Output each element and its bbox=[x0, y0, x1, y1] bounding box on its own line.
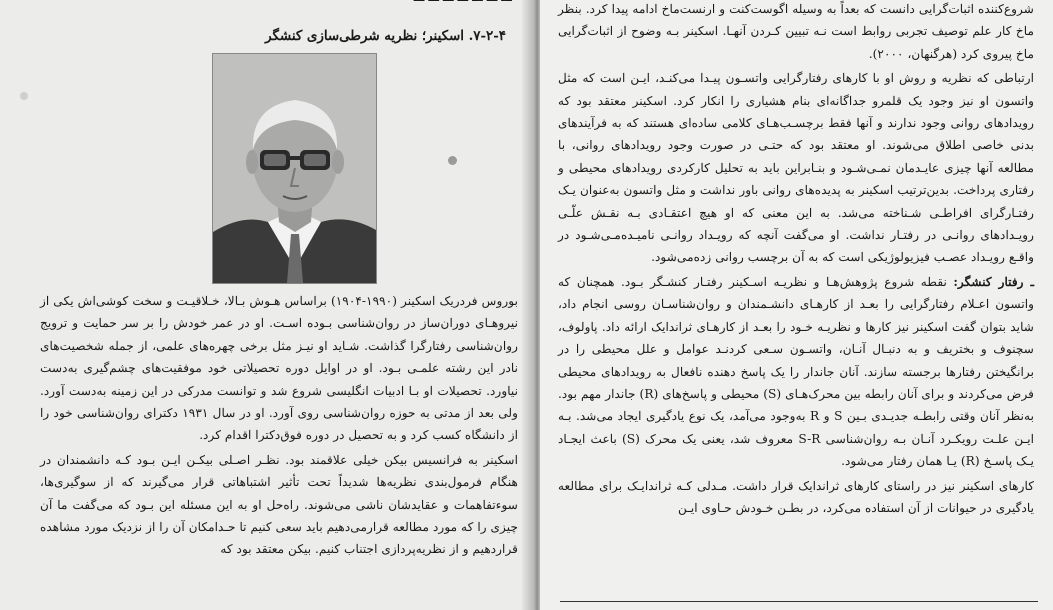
portrait-photo bbox=[212, 53, 377, 284]
footnote-rule bbox=[560, 601, 1038, 602]
portrait-image bbox=[213, 54, 376, 283]
paragraph: ارتباطی که نظریه و روش او با کارهای رفتارگرایی واتسـون پیـدا می‌کنـد، ایـن است که مثل واتسون او نیز وجود یک قلمرو جداگانه‌ای بنام هشیاری را انکار کرد. اسکینر معتقد بود که رویدادهای روانی وجود ندارند و آنها فقط برچسـب‌هـای کلامی ساده‌ای هستند که به فرآیندهای بدنی خاصی اطلاق می‌شوند. او معتقد بود که حتـی در صورت وجود رویدادهای روانی، با مطالعه آنها چیزی عایـدمان نمـی‌شـود و بنـابراین باید به تحلیل کارکردی رویدادهای محیطی و رفتاری پرداخت. بدین‌ترتیب اسکینر به پدیده‌های روانی باور نداشت و مثل واتسون به‌عنوان یـک رفتـارگرای افراطـی شـناخته می‌شد. به این معنی که او هیچ اعتقـادی بـه نقـش علّـی رویـدادهای روانـی در رفتـار نداشت. او می‌گفت آنچه که رویـداد روانـی نامیـده‌مـی‌شـود در واقـع رویـداد عصـب فیزیولوژیکی است که به آن برچسب روانی زده‌می‌شود. bbox=[558, 71, 1034, 265]
right-body-text bbox=[558, 0, 1034, 519]
scan-speck bbox=[20, 92, 28, 100]
right-page bbox=[540, 0, 1053, 610]
scan-speck bbox=[448, 156, 457, 165]
paragraph: اسکینر به فرانسیس بیکن خیلی علاقمند بود. نظـر اصـلی بیکـن ایـن بـود کـه دانشمندان در هنگام فرمول‌بندی نظریه‌ها شدیداً تحت تأثیر اشتباهاتی قرار می‌گیرند که از سوگیری‌ها، سوءتفاهمات و عقایدشان ناشی می‌شوند. راه‌حل او به این مسئله این بـود که می‌گفت ما آن چیزی را که مورد مطالعه قرارمی‌دهیم باید سعی کنیم تا حـدامکان آن را از نزدیک مورد مشاهده قراردهیم و از نظریه‌پردازی اجتناب کنیم. بیکن معتقد بود که bbox=[40, 452, 518, 557]
paragraph: کارهای اسکینر نیز در راستای کارهای ثراندایک قرار داشت. مـدلی کـه ثراندایـک برای مطالعه یادگیری در حیوانات از آن استفاده می‌کرد، در بطـن خـودش حـاوی ایـن bbox=[558, 478, 1034, 515]
cut-text-line bbox=[18, 0, 512, 8]
left-body-text bbox=[40, 290, 518, 561]
paragraph: شروع‌کننده اثبات‌گرایی دانست که بعداً به وسیله اگوست‌کنت و ارنست‌ماخ ادامه پیدا کرد. بنظر ماخ کار علم توصیف تجربی روابط است نـه تبیین کـردن آنهـا. اسکینر بـه وضوح از اثبات‌گرایی ماخ پیروی کرد (هرگنهان، ۲۰۰۰). bbox=[558, 2, 1034, 61]
section-heading: ۷-۲-۴. اسکینر؛ نظریه شرطی‌سازی کنشگر bbox=[265, 28, 506, 44]
top-cut-line bbox=[18, 0, 512, 8]
paragraph bbox=[558, 271, 1034, 473]
paragraph-body: نقطه شروع پژوهش‌هـا و نظریـه اسـکینر رفتـار کنشـگر بـود. همچنان که واتسون اعـلام رفتارگرایی را بعـد از کارهـای دانشـمندان و روان‌شناسـان روسی انجام داد، شاید بتوان گفت اسکینر نیز کارها و نظریـه خـود را بعـد از کارهـای ثراندایک ارائه داد. پاولوف، سچنوف و بختریف و به دنبـال آنـان، واتسـون سـعی کردنـد عوامل و علل محیطی را در برانگیختن رفتارها برجسته سازند. آنان جاندار را یک پاسخ دهنده نافعال به رویدادهای محیطی فرض می‌کردند و برای آنان رابطه بین محرک‌هـای (S) محیطی و پاسخ‌های (R) جاندار مهم بود. به‌نظر آنان وقتی رابطـه جدیـدی بـین S و R به‌وجود می‌آمد، یک نوع یادگیری ایجاد می‌شد. بـه ایـن علـت رویکـرد آنـان بـه روان‌شناسی S-R معروف شد، یعنی یک محرک (S) باعث ایجـاد یـک پاسـخ (R) یـا همان رفتار می‌شود. bbox=[558, 274, 1034, 469]
bold-lead: ـ رفتار کنشگر: bbox=[953, 274, 1035, 289]
paragraph: بوروس فردریک اسکینر (۱۹۹۰-۱۹۰۴) براساس هـوش بـالا، خـلاقیـت و سخت کوشی‌اش یکی از نیروهـای دوران‌ساز در روان‌شناسی بـوده اسـت. او در عمر خودش را بر سر حمایت و ترویج روان‌شناسی رفتارگرا گذاشت. شـاید او نیـز مثل برخی چهره‌های علمی، از جمله شخصیت‌های نادر این رشته علمـی بـود. او در اوایل دوره تحصیلاتی خود موفقیت‌های چشم‌گیری به‌دست نیاورد. تحصیلات او بـا ادبیات انگلیسی شروع شد و توانست مدرکی در این زمینه به‌دست آورد. ولی بعد از مدتی به حوزه روان‌شناسی روی آورد. او در سال ۱۹۳۱ دکترای روان‌شناسی خود را از دانشگاه کسب کرد و به تحصیل در دوره فوق‌دکترا اقدام کرد. bbox=[40, 294, 518, 443]
